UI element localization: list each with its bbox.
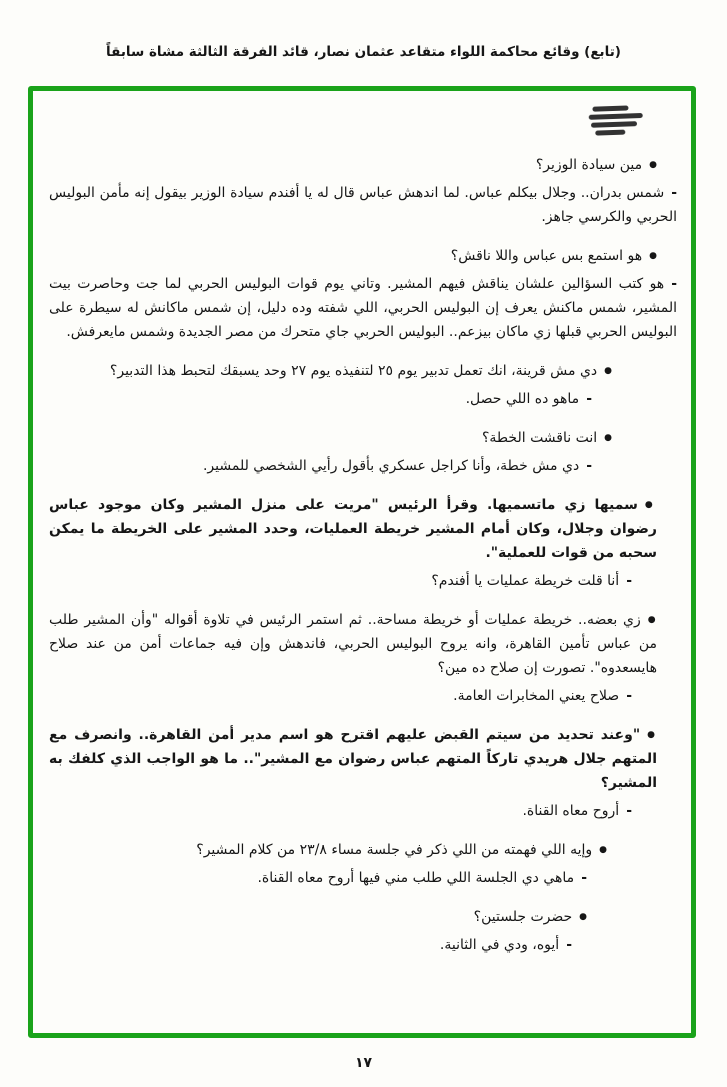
- transcript-question: [49, 608, 657, 680]
- trial-transcript: [49, 153, 677, 961]
- content-border-box: [28, 86, 696, 1038]
- bullet-icon: ●: [649, 160, 657, 170]
- transcript-answer: [49, 799, 632, 823]
- bullet-icon: ●: [649, 251, 657, 261]
- transcript-answer: [49, 454, 592, 478]
- transcript-question: [49, 359, 612, 383]
- bullet-icon: ●: [604, 433, 612, 443]
- bullet-icon: ●: [604, 366, 612, 376]
- transcript-question: [49, 153, 657, 177]
- bullet-icon: ●: [644, 500, 658, 510]
- transcript-answer: [49, 684, 632, 708]
- bullet-icon: ●: [647, 615, 657, 625]
- question-text: "وعند تحديد من سيتم القبض عليهم اقترح هو اسم مدير أمن القاهرة.. وانصرف مع المتهم جلال هريدي تاركاً المتهم عباس رضوان مع المشير".. ما هو الواجب الذي كلفك به المشير؟: [49, 727, 657, 791]
- question-text: وإيه اللي فهمته من اللي ذكر في جلسة مساء ٢٣/٨ من كلام المشير؟: [196, 842, 593, 858]
- transcript-answer: [49, 181, 677, 229]
- transcript-question: [49, 493, 657, 565]
- question-text: حضرت جلستين؟: [473, 909, 573, 925]
- transcript-answer: [49, 569, 632, 593]
- stamp-stroke: [589, 113, 643, 120]
- bullet-icon: ●: [647, 730, 657, 740]
- transcript-question: [49, 723, 657, 795]
- transcript-answer: [49, 387, 592, 411]
- transcript-answer: [49, 933, 572, 957]
- transcript-question: [49, 905, 587, 929]
- answer-text: صلاح يعني المخابرات العامة.: [453, 688, 620, 704]
- question-text: زي بعضه.. خريطة عمليات أو خريطة مساحة.. ثم استمر الرئيس في تلاوة أقواله "وأن المشير طلب من عباس تأمين القاهرة، وانه يروح البوليس الحربي، فاندهش وإن فيه جماعات أمن من عند صلاح هايسعدوه". تصورت إن صلاح ده مين؟: [49, 612, 657, 676]
- stamp-stroke: [592, 105, 628, 111]
- answer-text: أنا قلت خريطة عمليات يا أفندم؟: [431, 573, 620, 589]
- page-header: (تابع) وقائع محاكمة اللواء متقاعد عثمان نصار، قائد الفرقة الثالثة مشاة سابقاً: [106, 44, 621, 60]
- dash-icon: -: [671, 276, 677, 292]
- transcript-answer: [49, 272, 677, 344]
- dash-icon: -: [586, 391, 592, 407]
- answer-text: ماهو ده اللي حصل.: [465, 391, 580, 407]
- question-text: مين سيادة الوزير؟: [535, 157, 643, 173]
- answer-text: هو كتب السؤالين علشان يناقش فيهم المشير. وتاني يوم قوات البوليس الحربي لما جت وحاصرت بيت المشير، شمس ماكنش يعرف إن البوليس الحربي، اللي شفته وده دليل، إن شمس ماكانش له سيطرة على البوليس الحربي قبلها زي ماكان بيزعم.. البوليس الحربي جاي متحرك من مصر الجديدة وشمس مايعرفش.: [49, 276, 677, 340]
- answer-text: شمس بدران.. وجلال بيكلم عباس. لما اندهش عباس قال له يا أفندم سيادة الوزير بيقول إنه مأمن البوليس الحربي والكرسي جاهز.: [49, 185, 677, 225]
- bullet-icon: ●: [579, 912, 587, 922]
- dash-icon: -: [566, 937, 572, 953]
- transcript-question: [49, 244, 657, 268]
- transcript-question: [49, 426, 612, 450]
- question-text: هو استمع بس عباس واللا ناقش؟: [450, 248, 643, 264]
- transcript-question: [49, 838, 607, 862]
- dash-icon: -: [626, 803, 632, 819]
- answer-text: أيوه، ودي في الثانية.: [439, 937, 560, 953]
- question-text: سميها زي ماتسميها. وقرأ الرئيس "مريت على منزل المشير وكان موجود عباس رضوان وجلال، وكان أمام المشير خريطة العمليات، وحدد المشير على الخريطة ما يمكن سحبه من قوات للعملية".: [49, 497, 657, 561]
- dash-icon: -: [626, 688, 632, 704]
- page-number: ١٧: [354, 1055, 373, 1071]
- answer-text: دي مش خطة، وأنا كراجل عسكري بأقول رأيي الشخصي للمشير.: [202, 458, 580, 474]
- transcript-answer: [49, 866, 587, 890]
- answer-text: ماهي دي الجلسة اللي طلب مني فيها أروح معاه القناة.: [257, 870, 575, 886]
- stamp-stroke: [591, 121, 637, 128]
- answer-text: أروح معاه القناة.: [522, 803, 620, 819]
- bullet-icon: ●: [599, 845, 607, 855]
- question-text: دي مش قرينة، انك تعمل تدبير يوم ٢٥ لتنفيذه يوم ٢٧ وحد يسبقك لتحبط هذا التدبير؟: [109, 363, 598, 379]
- dash-icon: -: [586, 458, 592, 474]
- dash-icon: -: [581, 870, 587, 886]
- dash-icon: -: [671, 185, 677, 201]
- dash-icon: -: [626, 573, 632, 589]
- stamp-stroke: [595, 130, 625, 136]
- official-stamp-icon: [582, 102, 643, 146]
- question-text: انت ناقشت الخطة؟: [482, 430, 598, 446]
